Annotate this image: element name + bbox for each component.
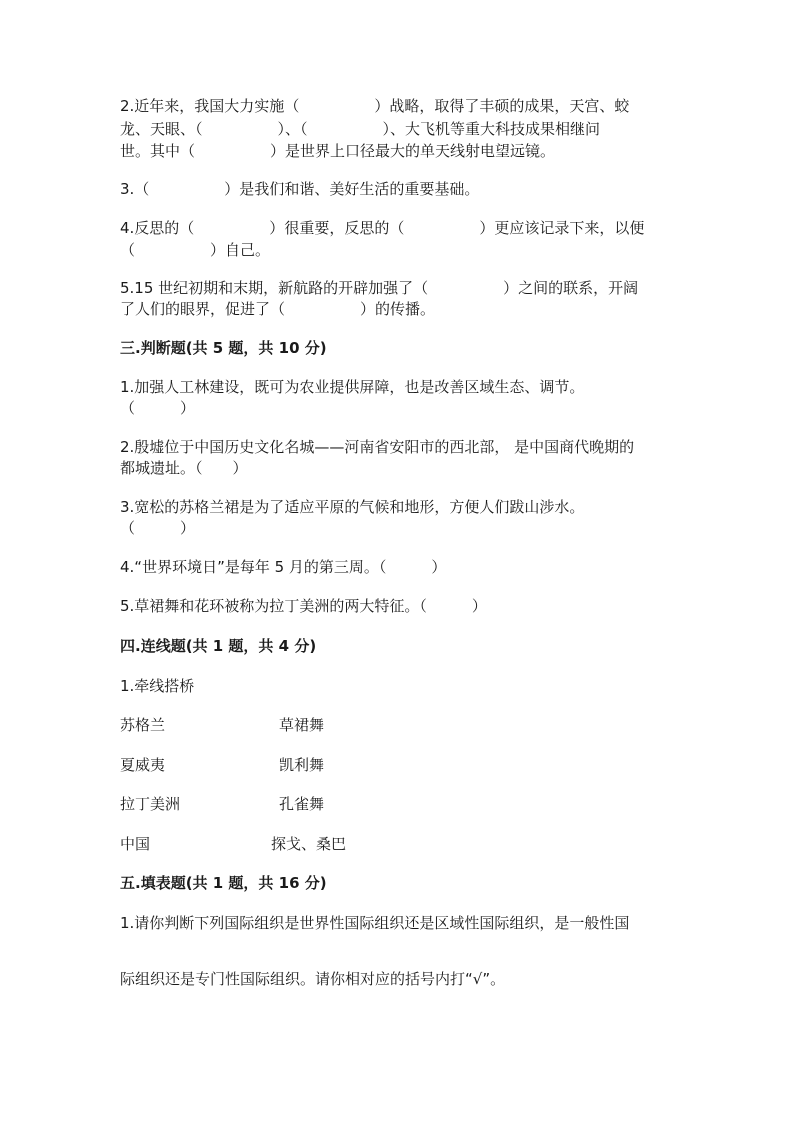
judge-2-line-1: 2.殷墟位于中国历史文化名城——河南省安阳市的西北部， 是中国商代晚期的 (120, 438, 635, 456)
judge-2-line-2: 都城遗址。（ ） (120, 459, 248, 477)
matching-row (120, 715, 680, 735)
judge-3-line-1: 3.宽松的苏格兰裙是为了适应平原的气候和地形，方便人们跋山涉水。 (120, 498, 585, 516)
section-4-heading: 四.连线题(共 1 题，共 4 分) (120, 637, 317, 655)
section-5-heading: 五.填表题(共 1 题，共 16 分) (120, 874, 327, 892)
question-4-line-1: 4.反思的（ ）很重要，反思的（ ）更应该记录下来，以便 (120, 219, 645, 237)
question-4-line-2: （ ）自己。 (120, 241, 271, 259)
table-question-line-2: 际组织还是专门性国际组织。请你相对应的括号内打“√”。 (120, 970, 506, 988)
question-2-line-1: 2.近年来，我国大力实施（ ）战略，取得了丰硕的成果，天宫、蛟 (120, 97, 630, 115)
question-5-line-1: 5.15 世纪初期和末期，新航路的开辟加强了（ ）之间的联系，开阔 (120, 279, 639, 297)
judge-5-line-1: 5.草裙舞和花环被称为拉丁美洲的两大特征。（ ） (120, 597, 487, 615)
matching-right-item: 草裙舞 (279, 716, 325, 734)
matching-left-item: 苏格兰 (120, 716, 166, 734)
judge-3-line-2: （ ） (120, 519, 196, 537)
matching-left-item: 中国 (120, 835, 151, 853)
section-3-heading: 三.判断题(共 5 题，共 10 分) (120, 339, 327, 357)
question-2-line-3: 世。其中（ ）是世界上口径最大的单天线射电望远镜。 (120, 142, 556, 160)
judge-4-line-1: 4.“世界环境日”是每年 5 月的第三周。（ ） (120, 558, 447, 576)
question-5-line-2: 了人们的眼界，促进了（ ）的传播。 (120, 300, 436, 318)
matching-left-item: 夏威夷 (120, 756, 166, 774)
judge-1-line-1: 1.加强人工林建设，既可为农业提供屏障，也是改善区域生态、调节。 (120, 378, 585, 396)
matching-question-title: 1.牵线搭桥 (120, 677, 195, 695)
matching-right-item: 孔雀舞 (279, 795, 325, 813)
matching-right-item: 探戈、桑巴 (271, 835, 347, 853)
matching-row (120, 834, 680, 854)
matching-left-item: 拉丁美洲 (120, 795, 181, 813)
matching-row (120, 755, 680, 775)
matching-right-item: 凯利舞 (279, 756, 325, 774)
table-question-line-1: 1.请你判断下列国际组织是世界性国际组织还是区域性国际组织，是一般性国 (120, 914, 630, 932)
question-2-line-2: 龙、天眼、（ ）、（ ）、大飞机等重大科技成果相继问 (120, 120, 601, 138)
question-3-line-1: 3.（ ）是我们和谐、美好生活的重要基础。 (120, 180, 480, 198)
judge-1-line-2: （ ） (120, 399, 196, 417)
matching-row (120, 794, 680, 814)
